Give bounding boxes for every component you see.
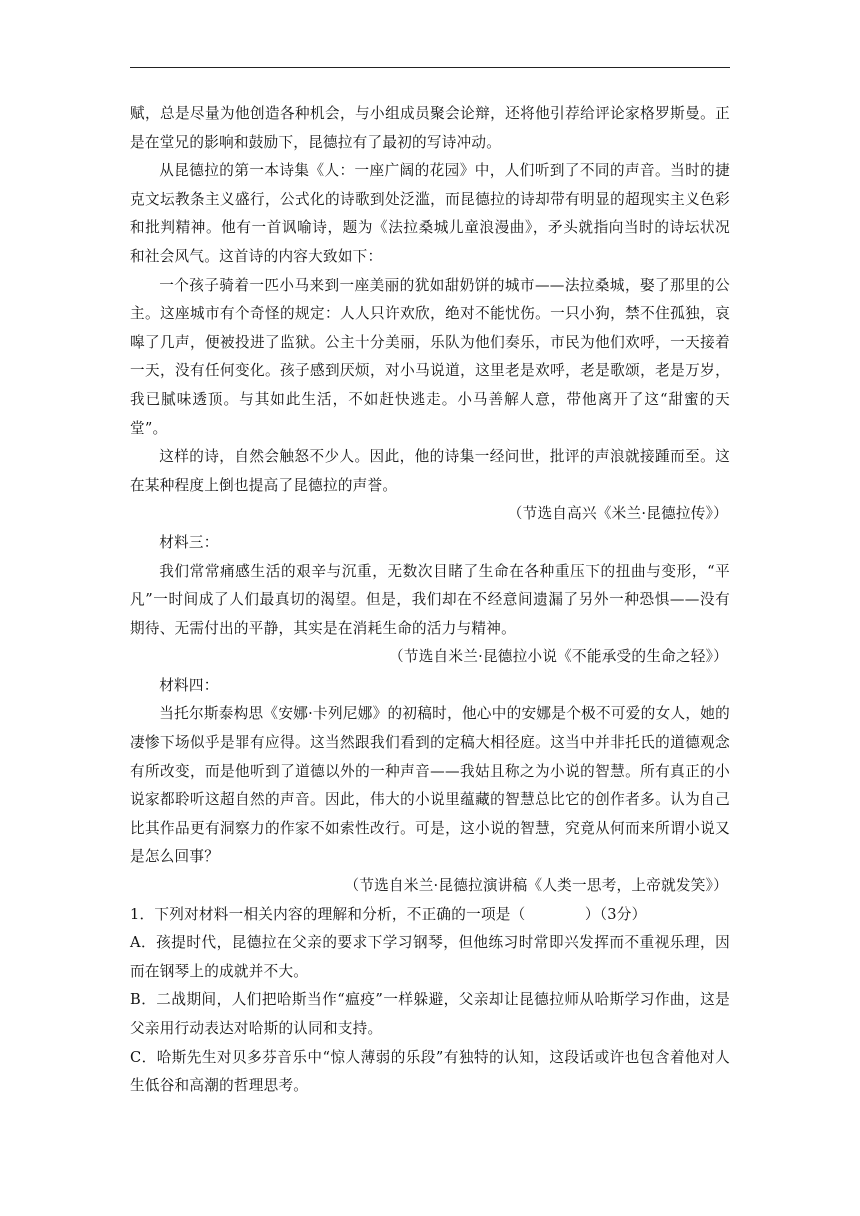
section-heading-material-four: 材料四： — [159, 676, 219, 694]
paragraph-criticism: 这样的诗，自然会触怒不少人。因此，他的诗集一经问世，批评的声浪就接踵而至。这在某种程度上倒也提高了昆德拉的声誉。 — [130, 448, 730, 494]
paragraph-material-four: 当托尔斯泰构思《安娜·卡列尼娜》的初稿时，他心中的安娜是个极不可爱的女人，她的凄惨下场似乎是罪有应得。这当然跟我们看到的定稿大相径庭。这当中并非托氏的道德观念有所改变，而是他听到了道德以外的一种声音——我姑且称之为小说的智慧。所有真正的小说家都聆听这超自然的声音。因此，伟大的小说里蕴藏的智慧总比它的创作者多。认为自己比其作品更有洞察力的作家不如索性改行。可是，这小说的智慧，究竟从何而来所谓小说又是怎么回事？ — [130, 705, 730, 866]
source-citation-speech: （节选自米兰·昆德拉演讲稿《人类一思考，上帝就发笑》） — [344, 877, 728, 895]
paragraph-cousin-influence: 赋，总是尽量为他创造各种机会，与小组成员聚会论辩，还将他引荐给评论家格罗斯曼。正是在堂兄的影响和鼓励下，昆德拉有了最初的写诗冲动。 — [130, 105, 730, 151]
source-citation-novel: （节选自米兰·昆德拉小说《不能承受的生命之轻》） — [389, 648, 728, 666]
document-body — [130, 100, 730, 1101]
section-heading-material-three: 材料三： — [159, 533, 219, 551]
paragraph-material-three: 我们常常痛感生活的艰辛与沉重，无数次目睹了生命在各种重压下的扭曲与变形，“平凡”一时间成了人们最真切的渴望。但是，我们却在不经意间遗漏了另外一种恐惧——没有期待、无需付出的平静，其实是在消耗生命的活力与精神。 — [130, 562, 730, 637]
question-1-option-c: C．哈斯先生对贝多芬音乐中“惊人薄弱的乐段”有独特的认知，这段话或许也包含着他对人生低谷和高潮的哲理思考。 — [130, 1048, 730, 1095]
source-citation-biography: （节选自高兴《米兰·昆德拉传》） — [507, 505, 728, 523]
header-rule — [130, 67, 730, 68]
paragraph-poem-summary: 一个孩子骑着一匹小马来到一座美丽的犹如甜奶饼的城市——法拉桑城，娶了那里的公主。这座城市有个奇怪的规定：人人只许欢欣，绝对不能忧伤。一只小狗，禁不住孤独，哀嗥了几声，便被投进了监狱。公主十分美丽，乐队为他们奏乐，市民为他们欢呼，一天接着一天，没有任何变化。孩子感到厌烦，对小马说道，这里老是欢呼，老是歌颂，老是万岁，我已腻味透顶。与其如此生活，不如赶快逃走。小马善解人意，带他离开了这“甜蜜的天堂”。 — [130, 276, 730, 437]
question-1-option-b: B．二战期间，人们把哈斯当作“瘟疫”一样躲避，父亲却让昆德拉师从哈斯学习作曲，这是父亲用行动表达对哈斯的认同和支持。 — [130, 991, 730, 1037]
question-1-option-a: A．孩提时代，昆德拉在父亲的要求下学习钢琴，但他练习时常即兴发挥而不重视乐理，因而在钢琴上的成就并不大。 — [130, 934, 730, 980]
question-1-stem: 1．下列对材料一相关内容的理解和分析，不正确的一项是（ ）（3分） — [130, 905, 647, 923]
paragraph-first-poetry-collection: 从昆德拉的第一本诗集《人：一座广阔的花园》中，人们听到了不同的声音。当时的捷克文坛教条主义盛行，公式化的诗歌到处泛滥，而昆德拉的诗却带有明显的超现实主义色彩和批判精神。他有一首讽喻诗，题为《法拉桑城儿童浪漫曲》，矛头就指向当时的诗坛状况和社会风气。这首诗的内容大致如下： — [130, 162, 730, 265]
